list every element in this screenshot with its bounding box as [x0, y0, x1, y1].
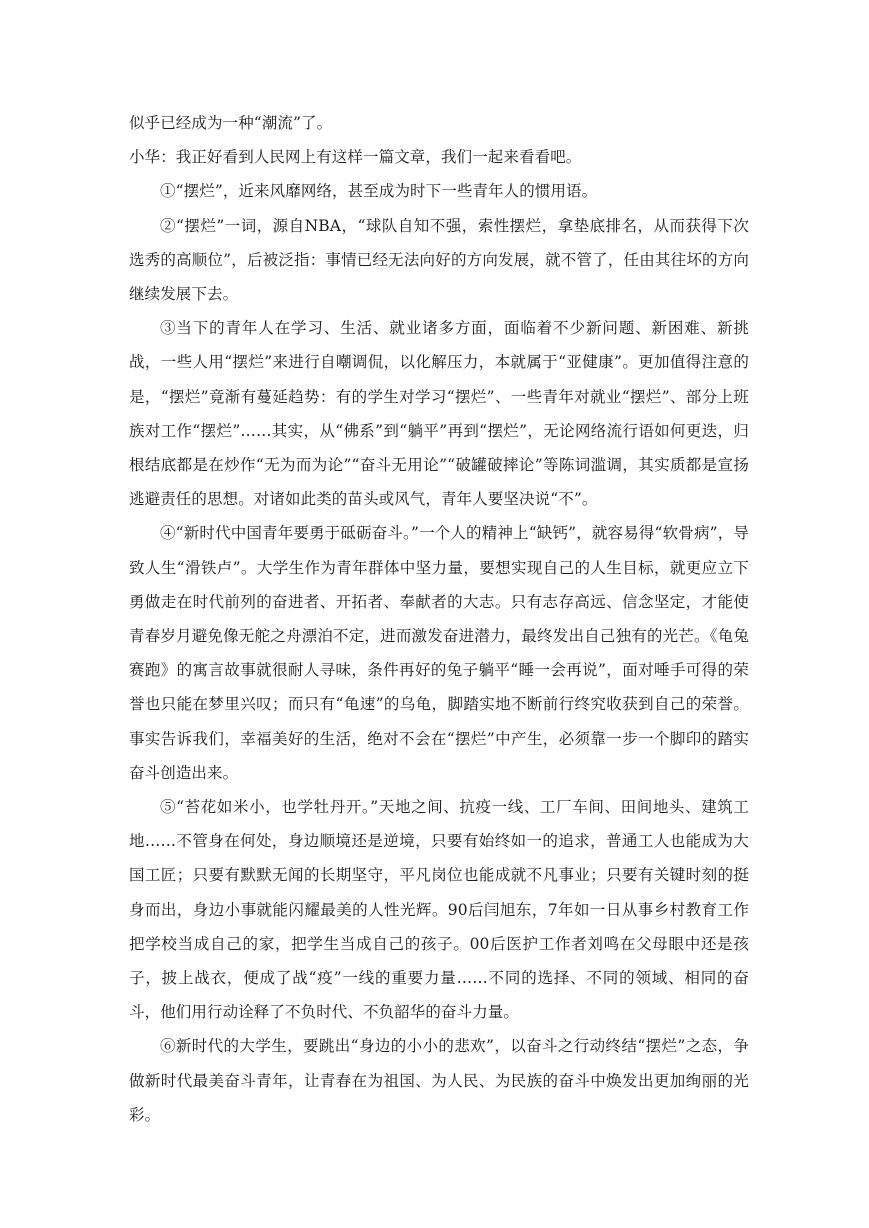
- dialogue-line-xiaohua: 小华：我正好看到人民网上有这样一篇文章，我们一起来看看吧。: [129, 148, 582, 167]
- continuation-line: 似乎已经成为一种“潮流”了。: [129, 114, 333, 132]
- paragraph-2: ②“摆烂”一词，源自NBA，“球队自知不强，索性摆烂，拿垫底排名，从而获得下次选秀的高顺位”，后被泛指：事情已经无法向好的方向发展，就不管了，任由其往坏的方向继续发展下去。: [129, 216, 749, 304]
- paragraph-4: ④“新时代中国青年要勇于砥砺奋斗。”一个人的精神上“缺钙”，就容易得“软骨病”，导致人生“滑铁卢”。大学生作为青年群体中坚力量，要想实现自己的人生目标，就更应立下勇做走在时代前列的奋进者、开拓者、奉献者的大志。只有志存高远、信念坚定，才能使青春岁月避免像无舵之舟漂泊不定，进而激发奋进潜力，最终发出自己独有的光芒。《龟兔赛跑》的寓言故事就很耐人寻味，条件再好的兔子躺平“睡一会再说”，面对唾手可得的荣誉也只能在梦里兴叹；而只有“龟速”的乌龟，脚踏实地不断前行终究收获到自己的荣誉。事实告诉我们，幸福美好的生活，绝对不会在“摆烂”中产生，必须靠一步一个脚印的踏实奋斗创造出来。: [129, 524, 749, 782]
- article-body: [129, 106, 749, 1132]
- paragraph-6: ⑥新时代的大学生，要跳出“身边的小小的悲欢”，以奋斗之行动终结“摆烂”之态，争做新时代最美奋斗青年，让青春在为祖国、为人民、为民族的奋斗中焕发出更加绚丽的光彩。: [129, 1037, 749, 1124]
- paragraph-1: ①“摆烂”，近来风靡网络，甚至成为时下一些青年人的惯用语。: [160, 182, 598, 201]
- paragraph-5: ⑤“苔花如米小，也学牡丹开。”天地之间、抗疫一线、工厂车间、田间地头、建筑工地……不管身在何处，身边顺境还是逆境，只要有始终如一的追求，普通工人也能成为大国工匠；只要有默默无闻的长期坚守，平凡岗位也能成就不凡事业；只要有关键时刻的挺身而出，身边小事就能闪耀最美的人性光辉。90后闫旭东，7年如一日从事乡村教育工作把学校当成自己的家，把学生当成自己的孩子。00后医护工作者刘鸣在父母眼中还是孩子，披上战衣，便成了战“疫”一线的重要力量……不同的选择、不同的领域、相同的奋斗，他们用行动诠释了不负时代、不负韶华的奋斗力量。: [129, 798, 749, 1022]
- paragraph-3: ③当下的青年人在学习、生活、就业诸多方面，面临着不少新问题、新困难、新挑战，一些人用“摆烂”来进行自嘲调侃，以化解压力，本就属于“亚健康”。更加值得注意的是，“摆烂”竟渐有蔓延趋势：有的学生对学习“摆烂”、一些青年对就业“摆烂”、部分上班族对工作“摆烂”……其实，从“佛系”到“躺平”再到“摆烂”，无论网络流行语如何更迭，归根结底都是在炒作“无为而为论”“奋斗无用论”“破罐破摔论”等陈词滥调，其实质都是宣扬逃避责任的思想。对诸如此类的苗头或风气，青年人要坚决说“不”。: [129, 319, 749, 509]
